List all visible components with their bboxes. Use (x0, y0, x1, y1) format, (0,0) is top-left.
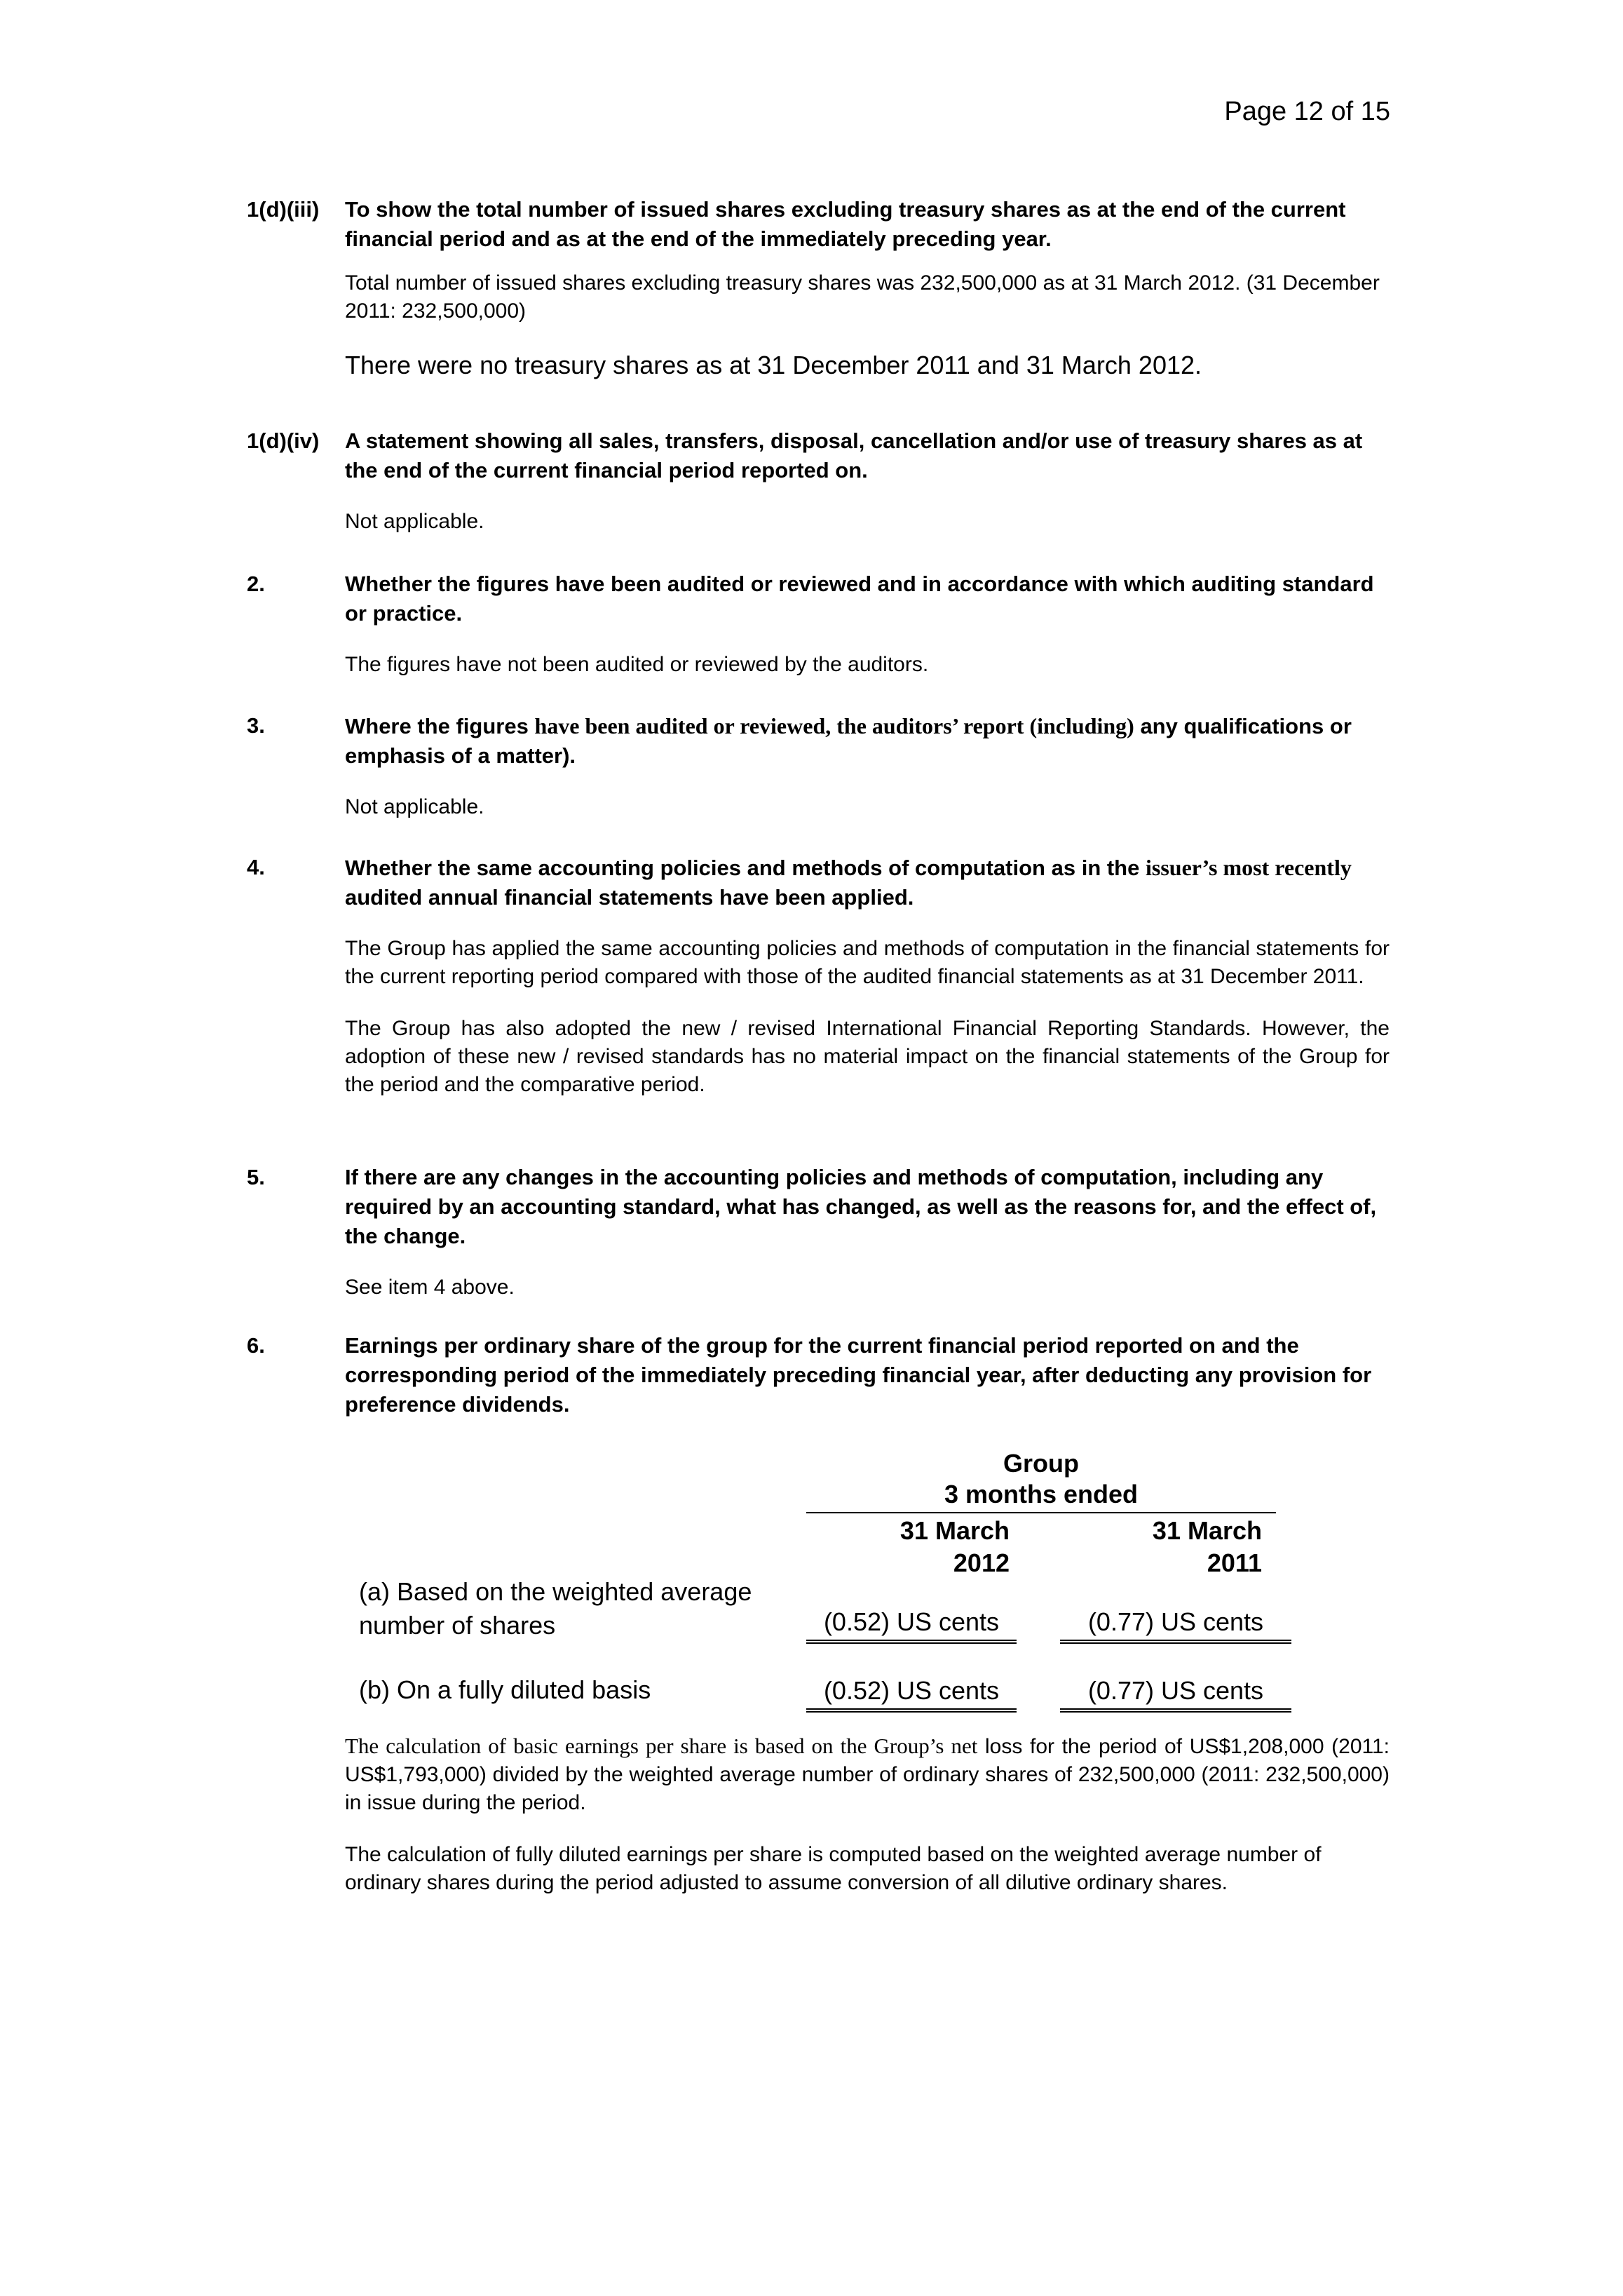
row-label-diluted: (b) On a fully diluted basis (359, 1675, 651, 1704)
column-header-line: 31 March (1152, 1516, 1262, 1545)
section-number: 5. (247, 1165, 265, 1189)
column-header-line: 2012 (953, 1548, 1010, 1577)
column-header-2012 (806, 1515, 1010, 1579)
section-number: 3. (247, 713, 265, 738)
paragraph: Total number of issued shares excluding treasury shares was 232,500,000 as at 31 March 2012. (31 December 2011: 232,500,000) (345, 271, 1380, 323)
paragraph: There were no treasury shares as at 31 December 2011 and 31 March 2012. (345, 351, 1202, 379)
section-3 (247, 711, 1390, 821)
section-number: 2. (247, 572, 265, 596)
section-title: If there are any changes in the accounting policies and methods of computation, including any required by an accounting standard, what has changed, as well as the reasons for, and the effect of, the change. (345, 1165, 1377, 1248)
section-5 (247, 1163, 1390, 1302)
section-1div (247, 426, 1390, 536)
section-number: 6. (247, 1333, 265, 1358)
paragraph: See item 4 above. (345, 1276, 515, 1299)
table-heading-rule (806, 1512, 1276, 1513)
table-cell: (0.77) US cents (1060, 1675, 1291, 1713)
title-part: Whether the same accounting policies and methods of computation as in the (345, 856, 1146, 880)
paragraph-part: The calculation of basic earnings per share is based on the Group’s net (345, 1734, 978, 1758)
paragraph: The figures have not been audited or reviewed by the auditors. (345, 653, 929, 676)
section-number: 4. (247, 855, 265, 879)
paragraph: Not applicable. (345, 510, 484, 533)
paragraph: The Group has also adopted the new / revised International Financial Reporting Standards. However, the adoption of these new / revised standards has no material impact on the financial statements of the Group for the period and the comparative period. (345, 1017, 1390, 1096)
row-label-weighted (359, 1575, 780, 1642)
section-4 (247, 853, 1390, 1099)
section-title (345, 711, 1390, 771)
paragraph: The Group has applied the same accounting policies and methods of computation in the financial statements for the current reporting period compared with those of the audited financial statements as at 31 December 2011. (345, 937, 1390, 988)
section-number: 1(d)(iv) (247, 428, 320, 453)
column-header-line: 31 March (899, 1516, 1010, 1545)
table-period-heading: 3 months ended (944, 1480, 1139, 1508)
table-cell: (0.77) US cents (1060, 1606, 1291, 1644)
paragraph (345, 1732, 1390, 1817)
table-cell: (0.52) US cents (806, 1675, 1017, 1713)
column-header-2011 (1052, 1515, 1262, 1579)
row-label-line: (a) Based on the weighted average (359, 1577, 752, 1606)
section-title: To show the total number of issued shares excluding treasury shares as at the end of the current financial period and as at the end of the immediately preceding year. (345, 197, 1346, 251)
section-number: 1(d)(iii) (247, 197, 320, 222)
title-part: any qualifications or emphasis of a matter). (345, 714, 1352, 768)
title-part: have been audited or reviewed, the auditors’ report (including) (534, 713, 1134, 738)
table-group-heading: Group (1003, 1449, 1079, 1478)
section-1diii (247, 195, 1390, 381)
section-title: Earnings per ordinary share of the group for the current financial period reported on and the corresponding period of the immediately preceding financial year, after deducting any provision for preference dividends. (345, 1333, 1372, 1417)
section-2 (247, 569, 1390, 679)
section-6-notes (247, 1732, 1390, 1897)
section-6 (247, 1331, 1390, 1419)
title-part: Where the figures (345, 714, 535, 738)
paragraph: The calculation of fully diluted earnings per share is computed based on the weighted average number of ordinary shares during the period adjusted to assume conversion of all dilutive ordinary shares. (345, 1843, 1322, 1894)
title-part: issuer’s most recently (1145, 855, 1352, 880)
section-title: A statement showing all sales, transfers, disposal, cancellation and/or use of treasury shares as at the end of the current financial period reported on. (345, 428, 1363, 482)
paragraph-part: loss for the period of US$1,208,000 (2011: US$1,793,000) divided by the weighted average number of ordinary shares of 232,500,000 (2011: 232,500,000) in issue during the period. (345, 1735, 1390, 1814)
paragraph: Not applicable. (345, 795, 484, 818)
section-title: Whether the figures have been audited or reviewed and in accordance with which auditing standard or practice. (345, 572, 1374, 626)
row-label-line: number of shares (359, 1611, 556, 1640)
table-cell: (0.52) US cents (806, 1606, 1017, 1644)
column-header-line: 2011 (1207, 1548, 1262, 1577)
page-number: Page 12 of 15 (1224, 97, 1390, 126)
section-title (345, 853, 1390, 912)
title-part: audited annual financial statements have been applied. (345, 885, 914, 910)
